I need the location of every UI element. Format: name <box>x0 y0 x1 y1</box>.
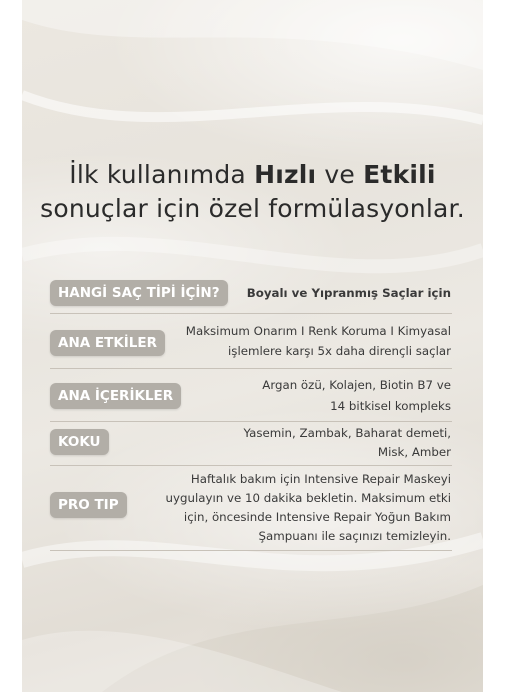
value-scent-line-1: Yasemin, Zambak, Baharat demeti, <box>243 426 451 440</box>
label-badge-ingredients: ANA İÇERİKLER <box>50 383 181 409</box>
value-main-effects-line-1: Maksimum Onarım I Renk Koruma I Kimyasal <box>185 324 451 338</box>
label-badge-scent: KOKU <box>50 429 109 455</box>
divider <box>50 368 452 369</box>
label-badge-main-effects: ANA ETKİLER <box>50 330 165 356</box>
value-hair-type: Boyalı ve Yıpranmış Saçlar için <box>246 286 451 300</box>
divider <box>50 313 452 314</box>
divider <box>50 465 452 466</box>
divider <box>50 550 452 551</box>
value-pro-tip-line-2: uygulayın ve 10 dakika bekletin. Maksimum etki <box>165 491 451 505</box>
value-pro-tip-line-3: için, öncesinde Intensive Repair Yoğun Bakım <box>183 510 451 524</box>
label-badge-hair-type: HANGİ SAÇ TİPİ İÇİN? <box>50 280 228 306</box>
headline-line-1 <box>22 160 483 189</box>
headline-emphasis-effective: Etkili <box>363 160 436 189</box>
value-ingredients-line-1: Argan özü, Kolajen, Biotin B7 ve <box>262 378 451 392</box>
headline-text: İlk kullanımda <box>69 160 255 189</box>
headline-line-2: sonuçlar için özel formülasyonlar. <box>40 194 465 223</box>
product-info-card <box>22 0 483 692</box>
headline-text: ve <box>316 160 364 189</box>
label-badge-pro-tip: PRO TIP <box>50 492 127 518</box>
value-ingredients-line-2: 14 bitkisel kompleks <box>330 399 451 413</box>
value-pro-tip-line-1: Haftalık bakım için Intensive Repair Maskeyi <box>190 472 451 486</box>
headline-emphasis-fast: Hızlı <box>254 160 317 189</box>
value-scent-line-2: Misk, Amber <box>377 445 451 459</box>
value-main-effects-line-2: işlemlere karşı 5x daha dirençli saçlar <box>228 344 451 358</box>
value-pro-tip-line-4: Şampuanı ile saçınızı temizleyin. <box>258 529 451 543</box>
